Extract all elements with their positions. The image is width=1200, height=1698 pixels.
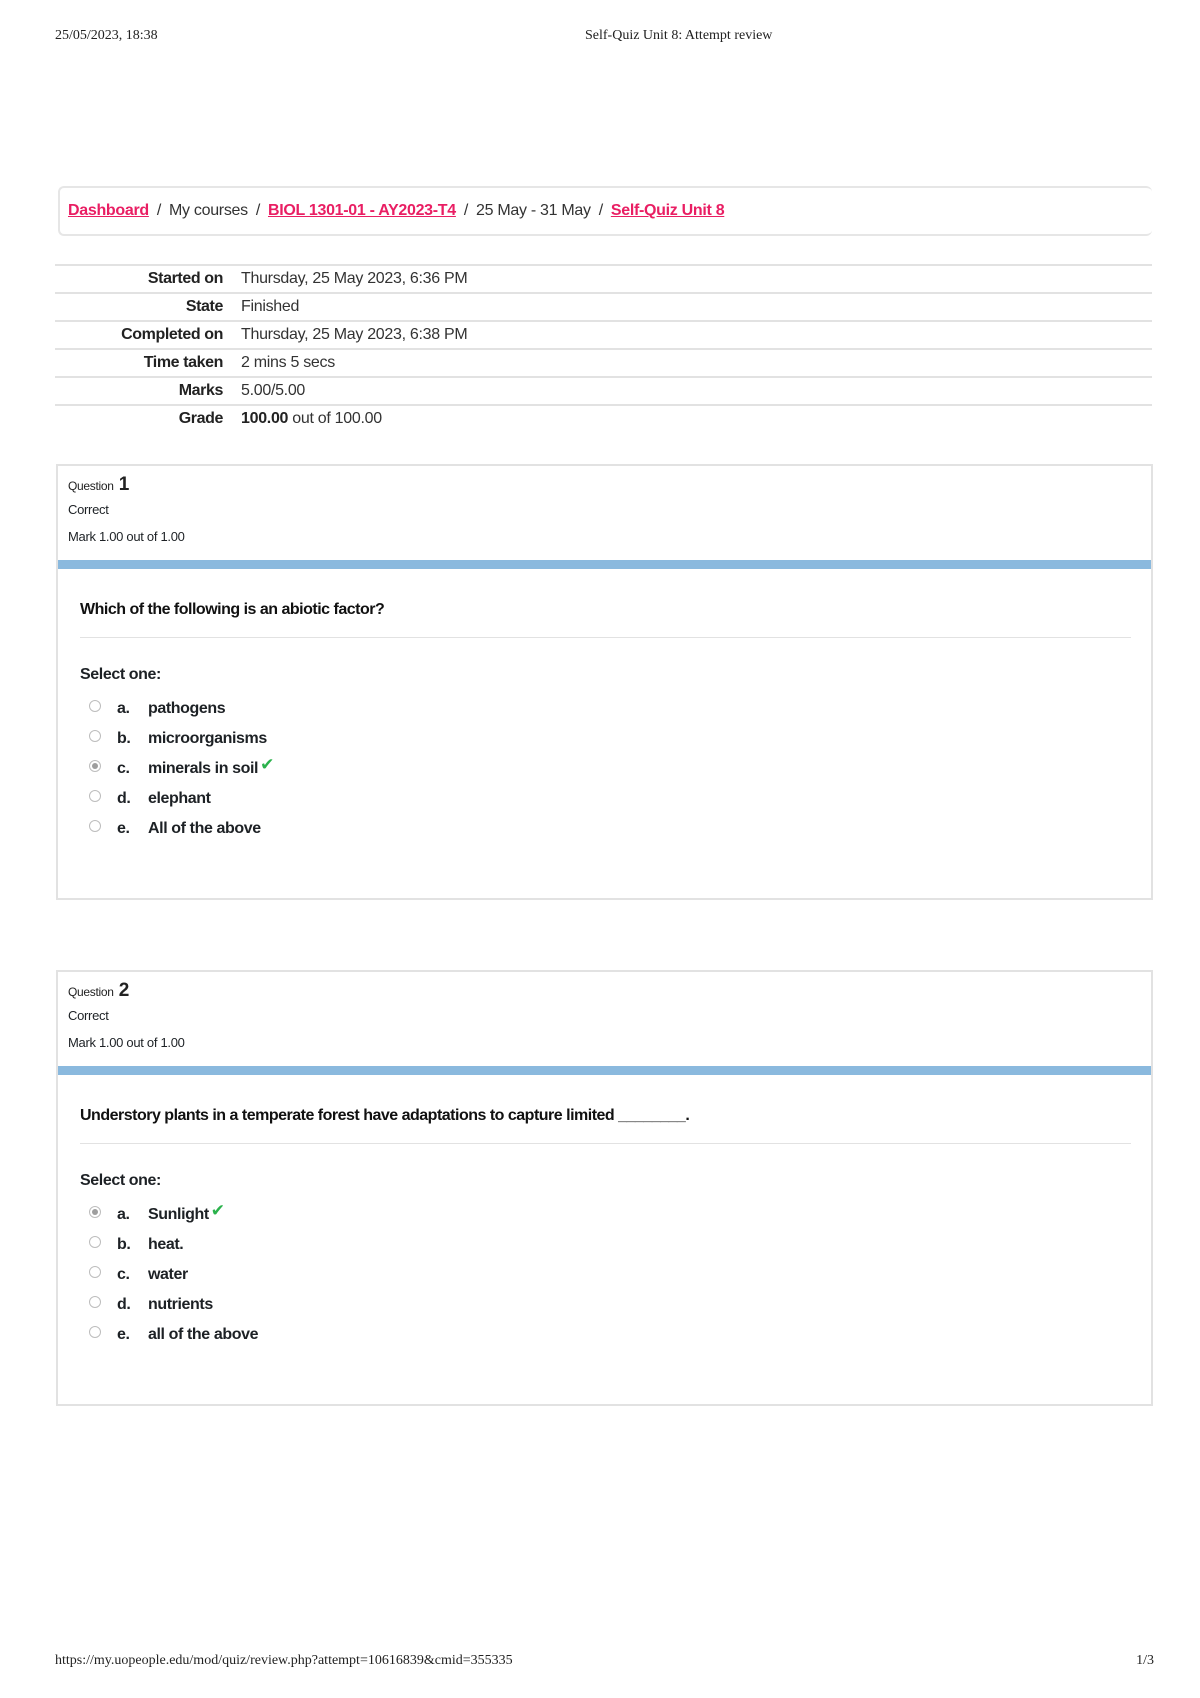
answer-radio-selected[interactable] [89, 760, 101, 772]
answer-letter: e. [117, 1326, 130, 1343]
answer-option[interactable] [80, 1320, 1131, 1350]
answer-text: minerals in soil [148, 760, 259, 777]
summary-row-completed [55, 320, 1152, 348]
grade-out-of: out of 100.00 [292, 410, 382, 427]
summary-label: Marks [178, 382, 223, 399]
answer-radio[interactable] [89, 730, 101, 742]
print-url: https://my.uopeople.edu/mod/quiz/review.php?attempt=10616839&cmid=355335 [55, 1653, 513, 1668]
answer-radio-selected[interactable] [89, 1206, 101, 1218]
question-number: 2 [118, 980, 129, 1001]
question-state: Correct [68, 1008, 109, 1023]
print-page-title: Self-Quiz Unit 8: Attempt review [585, 28, 773, 43]
summary-value: Finished [241, 298, 300, 315]
summary-label: Started on [147, 270, 223, 287]
question-info [58, 972, 1151, 1075]
print-page-number: 1/3 [1136, 1653, 1154, 1668]
answer-text: nutrients [148, 1296, 213, 1313]
answer-option[interactable] [80, 1260, 1131, 1290]
question-title [68, 980, 1151, 1002]
check-icon: ✔ [260, 755, 274, 774]
summary-label: State [185, 298, 223, 315]
answer-letter: b. [117, 1236, 131, 1253]
check-icon: ✔ [210, 1201, 225, 1220]
summary-label: Grade [178, 410, 223, 427]
answer-letter: c. [117, 760, 130, 777]
summary-row-time-taken [55, 348, 1152, 376]
breadcrumb-separator: / [598, 202, 603, 219]
question-label: Question [68, 985, 114, 999]
answer-radio[interactable] [89, 1266, 101, 1278]
answer-letter: a. [117, 1206, 130, 1223]
question-text: Understory plants in a temperate forest have adaptations to capture limited ________. [80, 1107, 1131, 1144]
question-state: Correct [68, 502, 109, 517]
answer-text: All of the above [148, 820, 261, 837]
question-text: Which of the following is an abiotic factor? [80, 601, 1131, 638]
answer-letter: e. [117, 820, 130, 837]
breadcrumb-dashboard-link[interactable]: Dashboard [68, 202, 149, 219]
question-grade: Mark 1.00 out of 1.00 [68, 529, 185, 544]
answer-radio[interactable] [89, 1236, 101, 1248]
print-header [55, 28, 1154, 48]
answer-text: pathogens [148, 700, 226, 717]
answer-option[interactable] [80, 754, 1131, 784]
breadcrumb-my-courses: My courses [169, 202, 248, 219]
select-one-prompt: Select one: [80, 666, 161, 683]
breadcrumb-week: 25 May - 31 May [476, 202, 591, 219]
answer-radio[interactable] [89, 790, 101, 802]
answer-text: heat. [148, 1236, 184, 1253]
summary-value: 2 mins 5 secs [241, 354, 335, 371]
breadcrumb-course-link[interactable]: BIOL 1301-01 - AY2023-T4 [268, 202, 456, 219]
grade-score: 100.00 [241, 410, 289, 427]
answer-radio[interactable] [89, 700, 101, 712]
answer-radio[interactable] [89, 820, 101, 832]
summary-row-grade [55, 404, 1152, 432]
answer-text: all of the above [148, 1326, 259, 1343]
answer-option[interactable] [80, 814, 1131, 844]
question-grade: Mark 1.00 out of 1.00 [68, 1035, 185, 1050]
summary-row-marks [55, 376, 1152, 404]
answer-option[interactable] [80, 1230, 1131, 1260]
question-info [58, 466, 1151, 569]
breadcrumb-separator: / [255, 202, 260, 219]
summary-value: Thursday, 25 May 2023, 6:38 PM [241, 326, 468, 343]
summary-value: 5.00/5.00 [241, 382, 306, 399]
summary-value: Thursday, 25 May 2023, 6:36 PM [241, 270, 468, 287]
answer-radio[interactable] [89, 1296, 101, 1308]
question-number: 1 [118, 474, 129, 495]
breadcrumb-separator: / [463, 202, 469, 219]
answer-option[interactable] [80, 694, 1131, 724]
answer-option[interactable] [80, 1200, 1131, 1230]
answer-letter: d. [117, 1296, 131, 1313]
question-label: Question [68, 479, 114, 493]
summary-label: Time taken [143, 354, 223, 371]
answer-letter: d. [117, 790, 131, 807]
answer-option[interactable] [80, 1290, 1131, 1320]
question-card [56, 970, 1153, 1406]
attempt-summary-table [55, 264, 1152, 432]
answer-text: water [148, 1266, 188, 1283]
question-content [58, 569, 1151, 844]
question-card [56, 464, 1153, 900]
question-content [58, 1075, 1151, 1350]
breadcrumb-separator: / [156, 202, 162, 219]
summary-row-state [55, 292, 1152, 320]
select-one-prompt: Select one: [80, 1172, 161, 1189]
breadcrumb-quiz-link[interactable]: Self-Quiz Unit 8 [610, 202, 725, 219]
answer-text: microorganisms [148, 730, 267, 747]
answer-letter: a. [117, 700, 130, 717]
summary-label: Completed on [121, 326, 223, 343]
answer-letter: c. [117, 1266, 130, 1283]
question-title [68, 474, 1151, 496]
print-footer [55, 1653, 1154, 1673]
answer-text: Sunlight [148, 1206, 209, 1223]
answer-option[interactable] [80, 724, 1131, 754]
print-datetime: 25/05/2023, 18:38 [55, 28, 158, 43]
breadcrumb [58, 186, 1152, 236]
summary-value [241, 410, 382, 428]
answer-option[interactable] [80, 784, 1131, 814]
summary-row-started [55, 264, 1152, 292]
answer-text: elephant [148, 790, 211, 807]
answer-radio[interactable] [89, 1326, 101, 1338]
answer-letter: b. [117, 730, 131, 747]
